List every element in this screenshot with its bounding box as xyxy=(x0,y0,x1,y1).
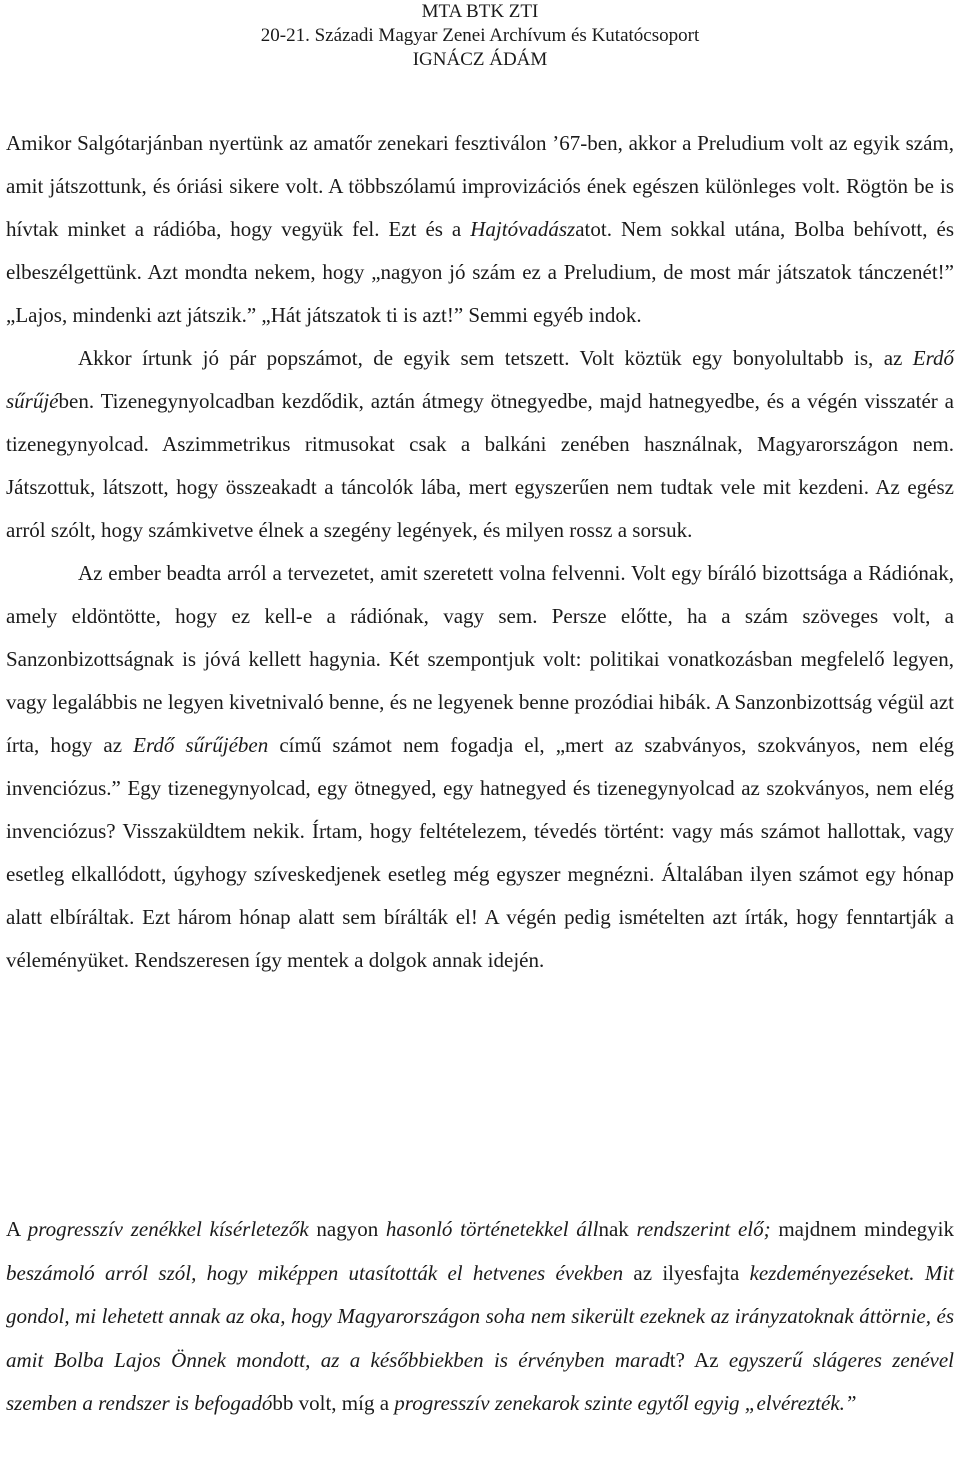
italic-text-run: Erdő sűrűjé xyxy=(6,346,954,413)
answer-paragraph xyxy=(6,122,954,337)
question-paragraph xyxy=(6,1208,954,1426)
italic-text-run: Erdő sűrűjében xyxy=(133,733,269,757)
italic-text-run: hasonló történetekkel áll xyxy=(385,1217,599,1241)
interview-answer-section xyxy=(6,122,954,982)
italic-text-run: egyszerű slágeres zenével szemben a rendszer is befogadó xyxy=(6,1347,955,1415)
header-research-group: 20-21. Századi Magyar Zenei Archívum és Kutatócsoport xyxy=(260,25,700,46)
italic-text-run: rendszerint elő; xyxy=(636,1217,771,1241)
text-run: az ilyesfajta xyxy=(623,1260,750,1285)
text-run: ben. Tizenegynyolcadban kezdődik, aztán átmegy ötnegyedbe, majd hatnegyedbe, és a végén visszatér a tizenegynyolcad. Aszimmetrikus ritmusokat csak a balkáni zenében használnak, Magyarországon nem. Játszottuk, látszott, hogy összeakadt a táncolók lába, mert egyszerűen nem tudtak vele mit kezdeni. Az egész arról szólt, hogy számkivetve élnek a szegény legények, és milyen rossz a sorsuk. xyxy=(6,389,954,542)
answer-paragraph xyxy=(6,552,954,982)
text-run: Az ember beadta arról a tervezetet, amit szeretett volna felvenni. Volt egy bíráló bizottsága a Rádiónak, amely eldöntötte, hogy ez kell-e a rádiónak, vagy sem. Persze előtte, ha a szám szöveges volt, a Sanzonbizottságnak is jóvá kellett hagynia. Két szempontjuk volt: politikai vonatkozásban megfelelő legyen, vagy legalábbis ne legyen kivetnivaló benne, és ne legyenek benne prozódiai hibák. A Sanzonbizottság végül azt írta, hogy az xyxy=(6,561,954,757)
text-run: Amikor Salgótarjánban nyertünk az amatőr zenekari fesztiválon ’67-ben, akkor a Preludium volt az egyik szám, amit játszottunk, és óriási sikere volt. A többszólamú improvizációs ének egészen különleges volt. Rögtön be is hívtak minket a rádióba, hogy vegyük fel. Ezt és a xyxy=(6,131,954,241)
text-run: A xyxy=(6,1217,28,1241)
text-run: Akkor írtunk jó pár popszámot, de egyik sem tetszett. Volt köztük egy bonyolultabb is, az xyxy=(78,346,913,370)
answer-paragraph xyxy=(6,337,954,552)
italic-text-run: progresszív zenekarok szinte egytől egyig „elvérezték.” xyxy=(394,1391,857,1415)
interview-question-section xyxy=(6,1208,954,1426)
italic-text-run: kezdeményezéseket. Mit gondol, mi lehetett annak az oka, hogy Magyarországon soha nem sikerült ezeknek az irányzatoknak áttörnie, és amit Bolba Lajos Önnek mondott, az a későbbiekben is érvényben marad xyxy=(6,1260,955,1372)
page-header xyxy=(0,0,960,72)
header-interviewee-name: IGNÁCZ ÁDÁM xyxy=(412,49,548,70)
italic-text-run: progresszív zenékkel kísérletezők xyxy=(27,1217,309,1241)
text-run: majdnem mindegyik xyxy=(770,1217,955,1241)
italic-text-run: Hajtóvadász xyxy=(470,217,576,241)
text-run: című számot nem fogadja el, „mert az szabványos, szokványos, nem elég invenciózus.” Egy tizenegynyolcad, egy ötnegyed, egy hatnegyed és tizenegynyolcad az szokványos, nem elég invenciózus? Visszaküldtem nekik. Írtam, hogy feltételezem, tévedés történt: vagy más számot hallottak, vagy esetleg elkallódott, úgyhogy szíveskedjenek esetleg még egyszer megnézni. Általában ilyen számot egy hónap alatt elbíráltak. Ezt három hónap alatt sem bírálták el! A végén pedig ismételten azt írták, hogy fenntartják a véleményüket. Rendszeresen így mentek a dolgok annak idején. xyxy=(6,733,955,972)
text-run: nak xyxy=(598,1217,637,1241)
text-run: bb volt, míg a xyxy=(272,1391,395,1415)
italic-text-run: beszámoló arról szól, hogy miképpen utasították el hetvenes években xyxy=(6,1260,624,1285)
text-run: atot. Nem sokkal utána, Bolba behívott, és elbeszélgettünk. Azt mondta nekem, hogy „nagyon jó szám ez a Preludium, de most már játszatok tánczenét!” „Lajos, mindenki azt játszik.” „Hát játszatok ti is azt!” Semmi egyéb indok. xyxy=(6,217,954,327)
text-run: nagyon xyxy=(308,1217,386,1241)
text-run: t? Az xyxy=(669,1347,729,1372)
header-institution: MTA BTK ZTI xyxy=(421,1,539,22)
